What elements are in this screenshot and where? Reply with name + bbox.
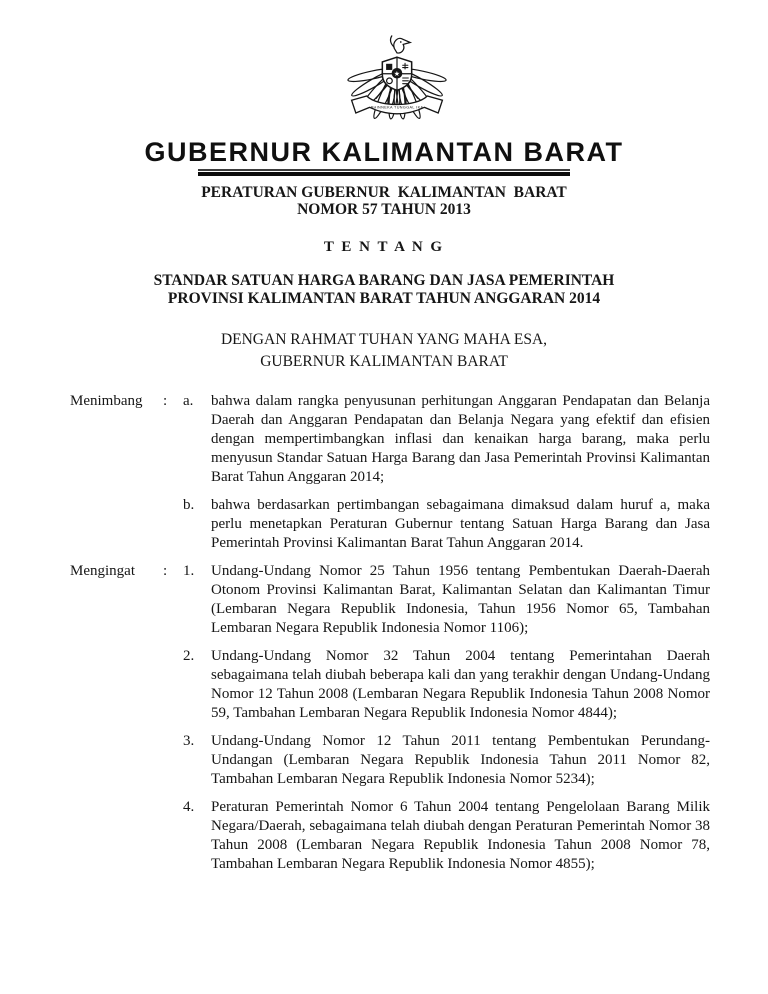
clause-item: [70, 732, 710, 789]
item-marker: 1.: [183, 563, 195, 579]
item-marker: b.: [183, 497, 195, 513]
colon-spacer: [163, 732, 183, 789]
clause-item: [70, 798, 710, 874]
regulation-number: NOMOR 57 TAHUN 2013: [297, 201, 471, 218]
invocation-line1: DENGAN RAHMAT TUHAN YANG MAHA ESA,: [220, 331, 548, 348]
label-spacer: [70, 798, 163, 874]
clause-item: [70, 562, 710, 638]
section-colon: :: [163, 563, 168, 579]
item-marker: a.: [183, 393, 194, 409]
garuda-pancasila-emblem: [334, 16, 460, 122]
regulation-title: PERATURAN GUBERNUR KALIMANTAN BARAT: [201, 184, 567, 201]
item-marker: 2.: [183, 648, 195, 664]
invocation-line2: GUBERNUR KALIMANTAN BARAT: [260, 353, 508, 370]
item-text: bahwa berdasarkan pertimbangan sebagaimana dimaksud dalam huruf a, maka perlu menetapkan Peraturan Gubernur tentang Satuan Harga Barang dan Jasa Pemerintah Provinsi Kalimantan Barat Tahun Anggaran 2014.: [211, 497, 710, 551]
item-marker: 3.: [183, 733, 195, 749]
divider-thick-line: [198, 172, 570, 176]
section-label-menimbang: Menimbang: [70, 393, 143, 409]
colon-spacer: [163, 496, 183, 553]
colon-spacer: [163, 798, 183, 874]
item-text: Undang-Undang Nomor 32 Tahun 2004 tentang Pemerintahan Daerah sebagaimana telah diubah beberapa kali dan yang terakhir dengan Undang-Undang Nomor 12 Tahun 2008 (Lembaran Negara Republik Indonesia Tahun 2008 Nomor 59, Tambahan Lembaran Negara Republik Indonesia Nomor 4844);: [211, 648, 710, 721]
tentang-heading: T E N T A N G: [323, 239, 445, 255]
label-spacer: [70, 496, 163, 553]
item-text: Undang-Undang Nomor 25 Tahun 1956 tentang Pembentukan Daerah-Daerah Otonom Provinsi Kalimantan Barat, Kalimantan Selatan dan Kalimantan Timur (Lembaran Negara Republik Indonesia, Tahun 1956 Nomor 65, Tambahan Lembaran Negara Republik Indonesia Nomor 1106);: [211, 563, 710, 636]
clause-item: [70, 647, 710, 723]
label-spacer: [70, 732, 163, 789]
item-text: bahwa dalam rangka penyusunan perhitungan Anggaran Pendapatan dan Belanja Daerah dan Anggaran Pendapatan dan Belanja Negara yang efektif dan efisien dengan mempertimbangkan inflasi dan kenaikan harga barang, maka perlu menyusun Standar Satuan Harga Barang dan Jasa Pemerintah Provinsi Kalimantan Barat Tahun Anggaran 2014;: [211, 393, 710, 485]
colon-spacer: [163, 647, 183, 723]
clause-item: [70, 496, 710, 553]
garuda-pancasila-icon: [334, 16, 460, 122]
subject-title-line2: PROVINSI KALIMANTAN BARAT TAHUN ANGGARAN 2014: [167, 290, 601, 307]
subject-title-line1: STANDAR SATUAN HARGA BARANG DAN JASA PEMERINTAH: [153, 272, 615, 289]
item-text: Undang-Undang Nomor 12 Tahun 2011 tentang Pembentukan Perundang-Undangan (Lembaran Negara Republik Indonesia Tahun 2011 Nomor 82, Tambahan Lembaran Negara Republik Indonesia Nomor 5234);: [211, 733, 710, 787]
clauses-container: [0, 392, 768, 874]
page-title: GUBERNUR KALIMANTAN BARAT: [144, 137, 624, 167]
section-colon: :: [163, 393, 168, 409]
title-divider: [198, 169, 570, 176]
clause-item: [70, 392, 710, 487]
pancasila-star-icon: ★: [393, 69, 401, 78]
item-text: Peraturan Pemerintah Nomor 6 Tahun 2004 tentang Pengelolaan Barang Milik Negara/Daerah, sebagaimana telah diubah dengan Peraturan Pemerintah Nomor 38 Tahun 2008 (Lembaran Negara Republik Indonesia Tahun 2008 Nomor 78, Tambahan Lembaran Negara Republik Indonesia Nomor 4855);: [211, 799, 710, 872]
ribbon-motto-text: BHINNEKA TUNGGAL IKA: [370, 105, 424, 110]
label-spacer: [70, 647, 163, 723]
item-marker: 4.: [183, 799, 195, 815]
section-label-mengingat: Mengingat: [70, 563, 135, 579]
